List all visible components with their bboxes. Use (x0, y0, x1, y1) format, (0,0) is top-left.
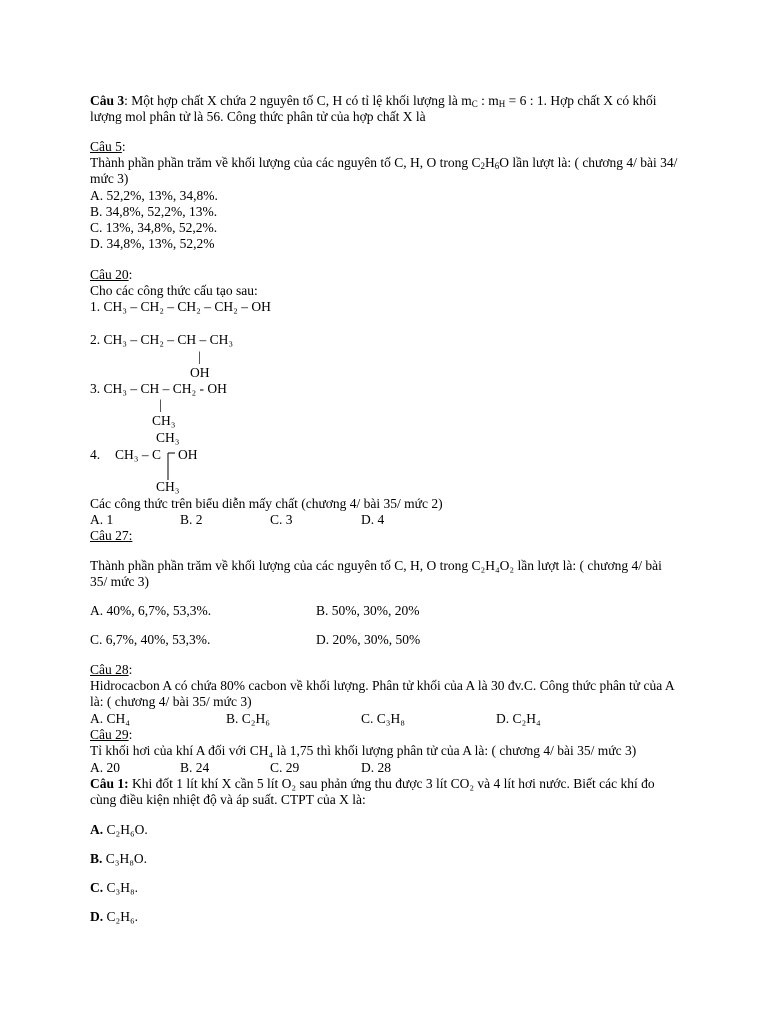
question-28-option-c: C. C₃H₈ (361, 711, 405, 726)
question-29-option-a: A. 20 (90, 760, 120, 775)
question-29-text: Tỉ khối hơi của khí A đối với CH₄ là 1,75 thì khối lượng phân tử của A là: ( chương 4/ bài 35/ mức 3) (90, 743, 637, 758)
question-3-label: Câu 3 (90, 93, 125, 108)
question-1-option-b: B. C₃H₈O. (90, 851, 148, 866)
question-27-option-d: D. 20%, 30%, 50% (316, 632, 421, 647)
question-20-intro: Cho các công thức cấu tạo sau: (90, 283, 258, 298)
formula-3-ch3: CH₃ (152, 413, 176, 428)
formula-2-oh: OH (190, 365, 210, 380)
question-20-text: Các công thức trên biểu diễn mấy chất (chương 4/ bài 35/ mức 2) (90, 496, 443, 511)
question-27-option-b: B. 50%, 30%, 20% (316, 603, 420, 618)
question-27-option-c: C. 6,7%, 40%, 53,3%. (90, 632, 211, 647)
question-5-option-b: B. 34,8%, 52,2%, 13%. (90, 204, 218, 219)
question-5-option-d: D. 34,8%, 13%, 52,2% (90, 236, 215, 251)
question-20-option-c: C. 3 (270, 512, 293, 527)
question-20-label: Câu 20 (90, 267, 129, 282)
question-1-label: Câu 1: (90, 776, 129, 791)
question-29-option-d: D. 28 (361, 760, 391, 775)
formula-4-top: CH₃ (156, 430, 180, 445)
question-1-option-d: D. C₂H₆. (90, 909, 139, 924)
formula-4-bonds (160, 444, 180, 484)
formula-2: 2. CH₃ – CH₂ – CH – CH₃ (90, 332, 234, 347)
question-1-text: Khi đốt 1 lít khí X cần 5 lít O₂ sau phản ứng thu được 3 lít CO₂ và 4 lít hơi nước. Biết các khí đo cùng điều kiện nhiệt độ và áp suất. CTPT của X là: (90, 776, 655, 807)
question-1-option-a: A. C₂H₆O. (90, 822, 148, 837)
question-28-label: Câu 28 (90, 662, 129, 677)
formula-4-main: CH₃ – C (115, 447, 161, 462)
question-28-option-d: D. C₂H₄ (496, 711, 541, 726)
question-1-option-c: C. C₃H₈. (90, 880, 139, 895)
question-20-option-a: A. 1 (90, 512, 114, 527)
formula-4-number: 4. (90, 447, 101, 462)
question-28-text: Hidrocacbon A có chứa 80% cacbon về khối lượng. Phân tử khối của A là 30 đv.C. Công thức phân tử của A là: ( chương 4/ bài 35/ mức 3) (90, 678, 674, 709)
formula-1: 1. CH₃ – CH₂ – CH₂ – CH₂ – OH (90, 299, 271, 314)
question-20-option-d: D. 4 (361, 512, 385, 527)
formula-3-bond: | (159, 397, 162, 412)
question-5-label: Câu 5 (90, 139, 122, 154)
question-3-text: : Một hợp chất X chứa 2 nguyên tố C, H có tỉ lệ khối lượng là m (124, 93, 472, 108)
question-29-option-c: C. 29 (270, 760, 300, 775)
question-5-option-c: C. 13%, 34,8%, 52,2%. (90, 220, 218, 235)
question-20-option-b: B. 2 (180, 512, 203, 527)
formula-4-oh: OH (178, 447, 198, 462)
question-5-option-a: A. 52,2%, 13%, 34,8%. (90, 188, 218, 203)
question-20-heading: Câu 20: (90, 267, 133, 282)
question-28-heading: Câu 28: (90, 662, 133, 677)
question-28-option-b: B. C₂H₆ (226, 711, 270, 726)
question-1 (90, 776, 680, 808)
formula-4-bottom: CH₃ (156, 479, 180, 494)
formula-2-bond: | (198, 349, 201, 364)
question-29-label: Câu 29 (90, 727, 129, 742)
question-5-heading: Câu 5: (90, 139, 126, 154)
question-3: Câu 3: Một hợp chất X chứa 2 nguyên tố C, H có tỉ lệ khối lượng là $m_C$ : $m_H = 6$ : 1. Hợp chất X có khối lượng mol phân tử là 56. Công thức phân tử của hợp chất X là (90, 93, 657, 124)
question-27-text: Thành phần phần trăm về khối lượng của các nguyên tố C, H, O trong C₂H₄O₂ lần lượt là: ( chương 4/ bài 35/ mức 3) (90, 558, 662, 589)
question-28-option-a: A. CH₄ (90, 711, 130, 726)
formula-3: 3. CH₃ – CH – CH₂ - OH (90, 381, 227, 396)
question-27-label: Câu 27: (90, 528, 133, 543)
question-29-option-b: B. 24 (180, 760, 210, 775)
question-29-heading: Câu 29: (90, 727, 133, 742)
question-27-option-a: A. 40%, 6,7%, 53,3%. (90, 603, 212, 618)
question-5-text: Thành phần phần trăm về khối lượng của các nguyên tố C, H, O trong $C_2H_6O$ lần lượt là: ( chương 4/ bài 34/ mức 3) (90, 155, 678, 186)
